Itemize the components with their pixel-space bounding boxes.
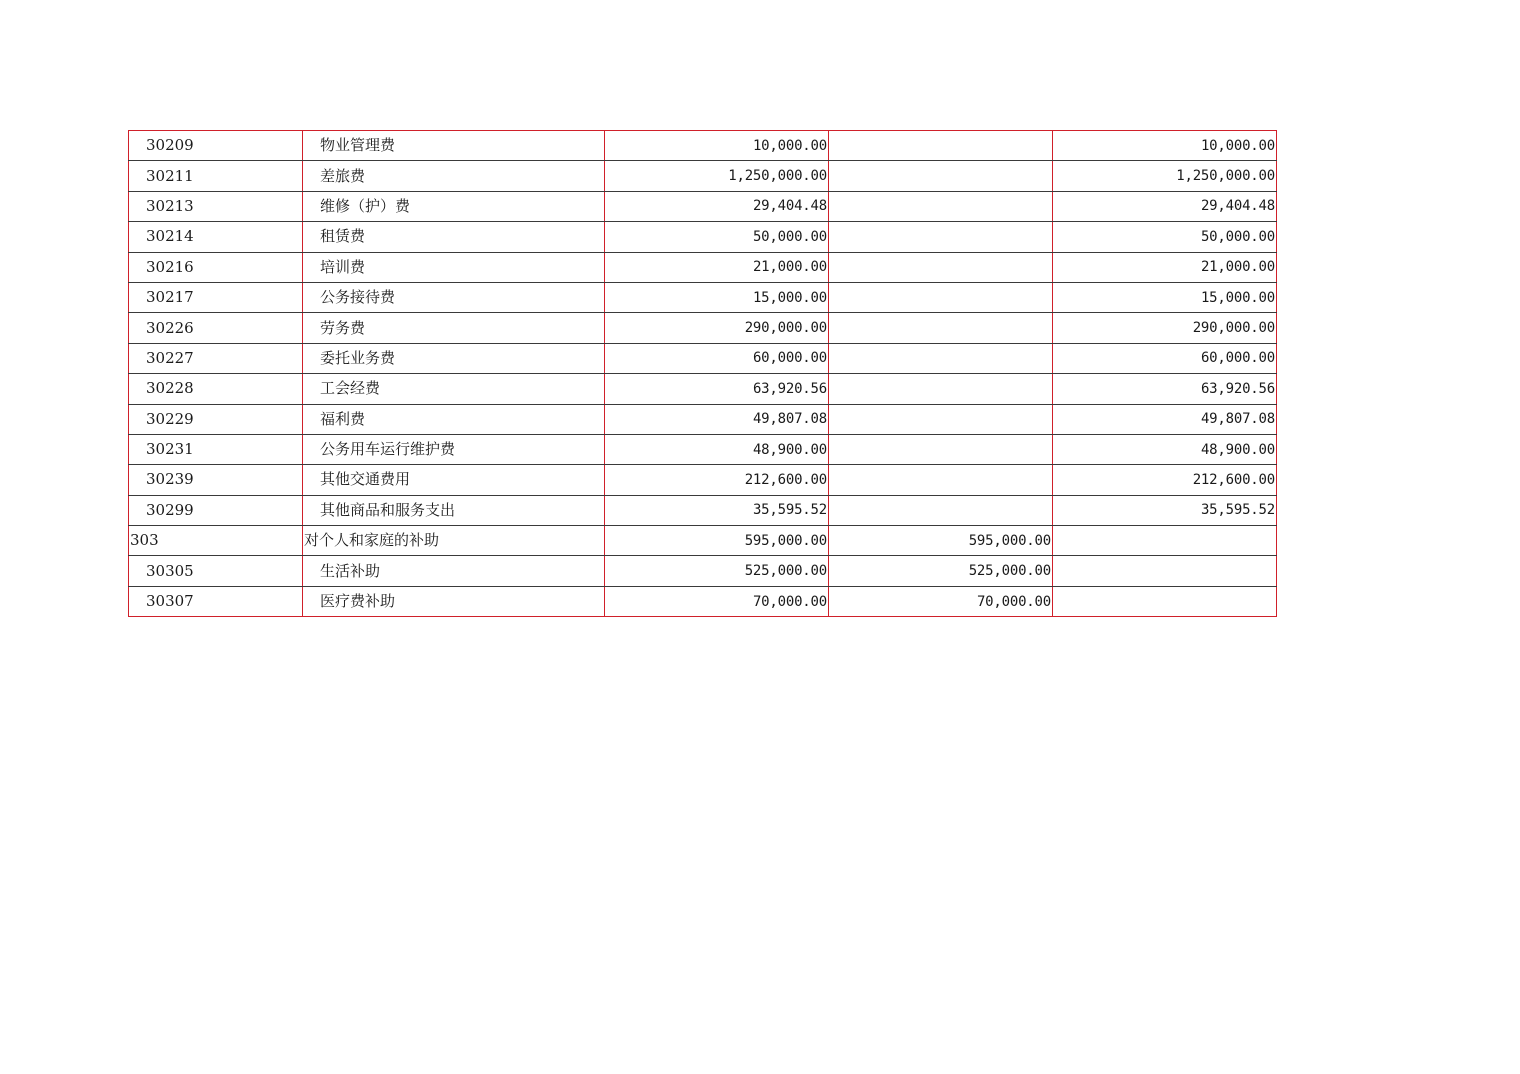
cell-total: 525,000.00 xyxy=(605,556,829,586)
cell-basic xyxy=(829,252,1053,282)
table-row xyxy=(129,282,1277,312)
cell-name: 公务用车运行维护费 xyxy=(303,434,605,464)
cell-basic xyxy=(829,222,1053,252)
cell-project: 15,000.00 xyxy=(1053,282,1277,312)
cell-total: 290,000.00 xyxy=(605,313,829,343)
cell-code: 30228 xyxy=(129,374,303,404)
cell-code: 30229 xyxy=(129,404,303,434)
cell-code: 30227 xyxy=(129,343,303,373)
table-row xyxy=(129,343,1277,373)
cell-project: 48,900.00 xyxy=(1053,434,1277,464)
cell-name: 福利费 xyxy=(303,404,605,434)
cell-project xyxy=(1053,526,1277,556)
cell-name: 维修（护）费 xyxy=(303,191,605,221)
cell-name: 培训费 xyxy=(303,252,605,282)
cell-code: 30239 xyxy=(129,465,303,495)
table-row xyxy=(129,313,1277,343)
cell-project: 10,000.00 xyxy=(1053,131,1277,161)
cell-total: 1,250,000.00 xyxy=(605,161,829,191)
cell-total: 595,000.00 xyxy=(605,526,829,556)
cell-basic xyxy=(829,465,1053,495)
cell-total: 10,000.00 xyxy=(605,131,829,161)
table-row xyxy=(129,131,1277,161)
cell-total: 63,920.56 xyxy=(605,374,829,404)
table-row xyxy=(129,161,1277,191)
cell-code: 30305 xyxy=(129,556,303,586)
table-row xyxy=(129,404,1277,434)
cell-basic: 525,000.00 xyxy=(829,556,1053,586)
cell-project: 63,920.56 xyxy=(1053,374,1277,404)
cell-basic: 70,000.00 xyxy=(829,586,1053,616)
cell-basic xyxy=(829,434,1053,464)
cell-project: 60,000.00 xyxy=(1053,343,1277,373)
cell-basic xyxy=(829,282,1053,312)
cell-total: 212,600.00 xyxy=(605,465,829,495)
cell-name: 委托业务费 xyxy=(303,343,605,373)
cell-basic xyxy=(829,343,1053,373)
table-row xyxy=(129,374,1277,404)
cell-basic xyxy=(829,495,1053,525)
cell-name: 其他商品和服务支出 xyxy=(303,495,605,525)
cell-name: 其他交通费用 xyxy=(303,465,605,495)
table-row xyxy=(129,586,1277,616)
cell-name: 物业管理费 xyxy=(303,131,605,161)
table-row xyxy=(129,252,1277,282)
cell-total: 50,000.00 xyxy=(605,222,829,252)
table-row xyxy=(129,495,1277,525)
cell-name: 对个人和家庭的补助 xyxy=(303,526,605,556)
cell-project: 1,250,000.00 xyxy=(1053,161,1277,191)
cell-name: 劳务费 xyxy=(303,313,605,343)
cell-total: 35,595.52 xyxy=(605,495,829,525)
cell-total: 60,000.00 xyxy=(605,343,829,373)
cell-code: 30299 xyxy=(129,495,303,525)
cell-project: 49,807.08 xyxy=(1053,404,1277,434)
cell-total: 15,000.00 xyxy=(605,282,829,312)
table-row xyxy=(129,556,1277,586)
cell-code: 30231 xyxy=(129,434,303,464)
cell-total: 29,404.48 xyxy=(605,191,829,221)
cell-project xyxy=(1053,586,1277,616)
cell-name: 医疗费补助 xyxy=(303,586,605,616)
cell-project: 50,000.00 xyxy=(1053,222,1277,252)
cell-basic xyxy=(829,191,1053,221)
cell-basic xyxy=(829,374,1053,404)
cell-project xyxy=(1053,556,1277,586)
table-row xyxy=(129,222,1277,252)
table-row xyxy=(129,465,1277,495)
cell-total: 48,900.00 xyxy=(605,434,829,464)
cell-basic xyxy=(829,404,1053,434)
cell-total: 21,000.00 xyxy=(605,252,829,282)
cell-code: 30307 xyxy=(129,586,303,616)
cell-basic xyxy=(829,161,1053,191)
cell-name: 租赁费 xyxy=(303,222,605,252)
table-row-category xyxy=(129,526,1277,556)
cell-total: 49,807.08 xyxy=(605,404,829,434)
cell-project: 29,404.48 xyxy=(1053,191,1277,221)
budget-table xyxy=(128,130,1277,617)
cell-project: 35,595.52 xyxy=(1053,495,1277,525)
cell-code: 30216 xyxy=(129,252,303,282)
table-row xyxy=(129,191,1277,221)
budget-table-body xyxy=(129,131,1277,617)
cell-name: 公务接待费 xyxy=(303,282,605,312)
cell-basic xyxy=(829,131,1053,161)
cell-code: 30217 xyxy=(129,282,303,312)
cell-project: 290,000.00 xyxy=(1053,313,1277,343)
cell-total: 70,000.00 xyxy=(605,586,829,616)
cell-project: 21,000.00 xyxy=(1053,252,1277,282)
cell-basic xyxy=(829,313,1053,343)
cell-code: 303 xyxy=(129,526,303,556)
cell-name: 生活补助 xyxy=(303,556,605,586)
cell-code: 30213 xyxy=(129,191,303,221)
cell-code: 30214 xyxy=(129,222,303,252)
cell-code: 30211 xyxy=(129,161,303,191)
cell-name: 差旅费 xyxy=(303,161,605,191)
cell-name: 工会经费 xyxy=(303,374,605,404)
cell-code: 30226 xyxy=(129,313,303,343)
cell-project: 212,600.00 xyxy=(1053,465,1277,495)
table-row xyxy=(129,434,1277,464)
cell-code: 30209 xyxy=(129,131,303,161)
cell-basic: 595,000.00 xyxy=(829,526,1053,556)
